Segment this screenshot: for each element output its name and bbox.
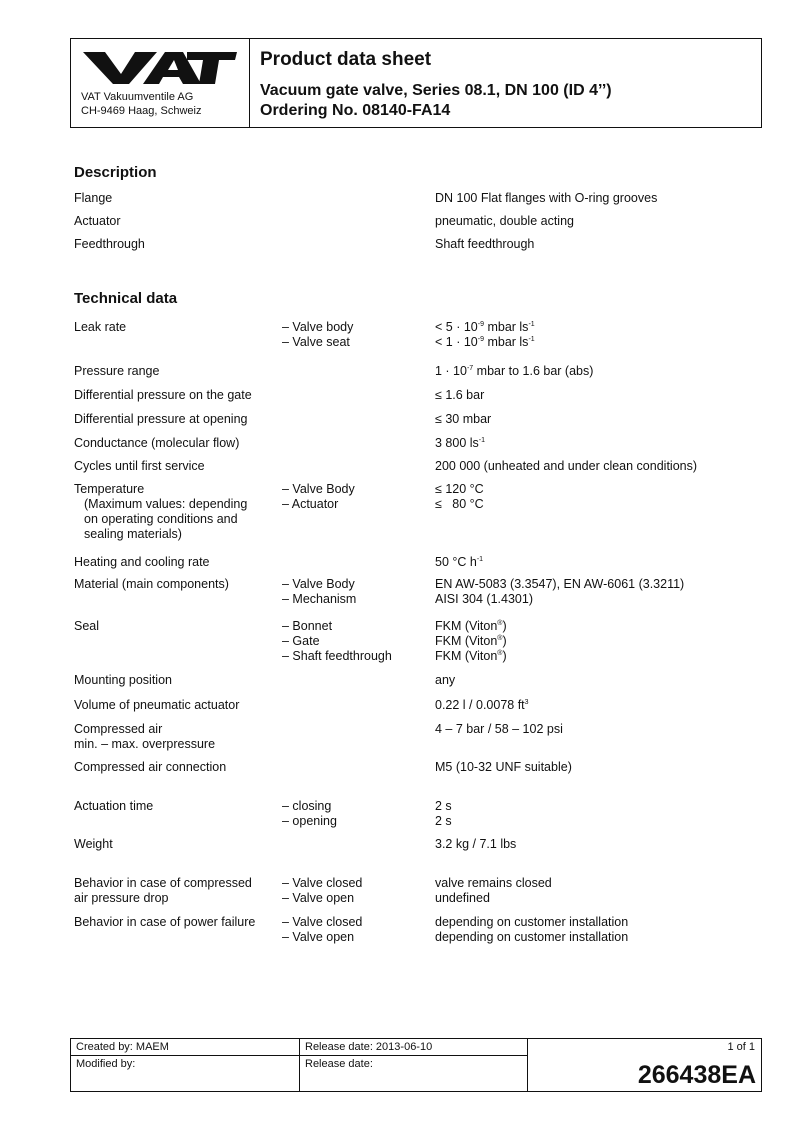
- row-value: ≤ 1.6 bar: [435, 388, 485, 402]
- release-date-empty: Release date:: [305, 1058, 373, 1070]
- row-label: Pressure range: [74, 364, 160, 378]
- row-value: DN 100 Flat flanges with O-ring grooves: [435, 191, 658, 205]
- row-label: Material (main components): [74, 577, 229, 591]
- row-label: [74, 876, 284, 906]
- row-values: [435, 577, 755, 607]
- row-label: Mounting position: [74, 673, 172, 687]
- label-line: air pressure drop: [74, 891, 169, 905]
- page-number: 1 of 1: [727, 1041, 755, 1053]
- row-value: ≤ 30 mbar: [435, 412, 492, 426]
- row-label: Seal: [74, 619, 100, 633]
- row-label: Volume of pneumatic actuator: [74, 698, 240, 712]
- row-value: 3 800 $ls^{-1}$: [435, 436, 486, 450]
- vat-logo: [83, 48, 237, 86]
- row-label: Weight: [74, 837, 113, 851]
- release-date: Release date: 2013-06-10: [305, 1041, 433, 1053]
- row-values: [435, 320, 755, 350]
- sublabel: – opening: [282, 814, 337, 828]
- value-line: AISI 304 (1.4301): [435, 592, 533, 606]
- sublabel: – Shaft feedthrough: [282, 649, 392, 663]
- sublabel: – Valve closed: [282, 876, 363, 890]
- value-line: FKM (Viton®): [435, 649, 507, 663]
- value-line: FKM (Viton®): [435, 634, 507, 648]
- technical-heading: Technical data: [74, 290, 178, 307]
- row-label: Differential pressure at opening: [74, 412, 248, 426]
- row-values: [435, 619, 755, 664]
- value-line: 2 s: [435, 814, 452, 828]
- value-line: ≤ 120 °C: [435, 482, 484, 496]
- ordering-number: Ordering No. 08140-FA14: [260, 102, 451, 119]
- row-label: Actuation time: [74, 799, 154, 813]
- row-sublabels: [282, 320, 432, 350]
- label-line: min. – max. overpressure: [74, 737, 216, 751]
- logo-cell: [71, 39, 250, 127]
- sublabel: – Valve Body: [282, 577, 355, 591]
- row-value: any: [435, 673, 456, 687]
- value-line: < $5 \cdot 10^{-9}$ mbar $ls^{-1}$: [435, 320, 535, 334]
- label-note: on operating conditions and: [84, 512, 238, 526]
- sublabel: – Gate: [282, 634, 320, 648]
- company-block: [81, 90, 201, 118]
- page-title: Product data sheet: [260, 49, 432, 70]
- header-box: [70, 38, 762, 128]
- value-line: < $1 \cdot 10^{-9}$ mbar $ls^{-1}$: [435, 335, 535, 349]
- row-value: 50 °C $h^{-1}$: [435, 555, 484, 569]
- row-sublabels: [282, 619, 432, 664]
- product-subtitle: Vacuum gate valve, Series 08.1, DN 100 (ID 4’’): [260, 82, 612, 99]
- value-line: valve remains closed: [435, 876, 552, 890]
- row-sublabels: [282, 799, 432, 829]
- row-value: pneumatic, double acting: [435, 214, 574, 228]
- value-line: 2 s: [435, 799, 452, 813]
- value-line: EN AW-5083 (3.3547), EN AW-6061 (3.3211): [435, 577, 685, 591]
- label-line: Compressed air: [74, 722, 163, 736]
- footer-table: [70, 1038, 762, 1092]
- row-value: 200 000 (unheated and under clean conditions): [435, 459, 698, 473]
- row-values: [435, 482, 755, 512]
- row-label: Behavior in case of power failure: [74, 915, 256, 929]
- sublabel: – Valve open: [282, 891, 355, 905]
- company-name: VAT Vakuumventile AG: [81, 91, 194, 103]
- sublabel: – Valve Body: [282, 482, 355, 496]
- sublabel: – Bonnet: [282, 619, 333, 633]
- row-label: Differential pressure on the gate: [74, 388, 252, 402]
- row-value: $1 \cdot 10^{-7}$ mbar to 1.6 bar (abs): [435, 364, 594, 378]
- row-label: Compressed air connection: [74, 760, 227, 774]
- value-line: depending on customer installation: [435, 930, 629, 944]
- row-values: [435, 799, 755, 829]
- row-label: [74, 482, 284, 542]
- label-note: sealing materials): [84, 527, 182, 541]
- value-line: ≤ 80 °C: [435, 497, 484, 511]
- row-sublabels: [282, 577, 432, 607]
- description-heading: Description: [74, 164, 157, 181]
- value-line: undefined: [435, 891, 490, 905]
- row-values: [435, 915, 755, 945]
- row-label: Flange: [74, 191, 113, 205]
- sublabel: – closing: [282, 799, 332, 813]
- row-label: [74, 722, 284, 752]
- value-line: FKM (Viton®): [435, 619, 507, 633]
- row-label: Leak rate: [74, 320, 127, 334]
- sublabel: – Actuator: [282, 497, 339, 511]
- row-label: Conductance (molecular flow): [74, 436, 240, 450]
- row-value: Shaft feedthrough: [435, 237, 535, 251]
- modified-by: Modified by:: [76, 1058, 136, 1070]
- row-value: 0.22 l / 0.0078 $ft^3$: [435, 698, 529, 712]
- row-value: 3.2 kg / 7.1 lbs: [435, 837, 517, 851]
- label-note: (Maximum values: depending: [84, 497, 248, 511]
- row-label: Heating and cooling rate: [74, 555, 210, 569]
- sublabel: – Valve open: [282, 930, 355, 944]
- title-cell: [250, 39, 622, 127]
- label-line: Temperature: [74, 482, 145, 496]
- row-label: Feedthrough: [74, 237, 145, 251]
- sublabel: – Mechanism: [282, 592, 357, 606]
- value-line: depending on customer installation: [435, 915, 629, 929]
- row-values: [435, 876, 755, 906]
- sublabel: – Valve body: [282, 320, 354, 334]
- row-sublabels: [282, 915, 432, 945]
- document-number: 266438EA: [637, 1061, 756, 1089]
- row-label: Cycles until first service: [74, 459, 205, 473]
- label-line: Behavior in case of compressed: [74, 876, 252, 890]
- company-address: CH-9469 Haag, Schweiz: [81, 105, 202, 117]
- sublabel: – Valve closed: [282, 915, 363, 929]
- row-sublabels: [282, 876, 432, 906]
- row-label: Actuator: [74, 214, 121, 228]
- sublabel: – Valve seat: [282, 335, 350, 349]
- created-by: Created by: MAEM: [76, 1041, 169, 1053]
- row-value: M5 (10-32 UNF suitable): [435, 760, 572, 774]
- row-value: 4 – 7 bar / 58 – 102 psi: [435, 722, 563, 736]
- row-sublabels: [282, 482, 432, 512]
